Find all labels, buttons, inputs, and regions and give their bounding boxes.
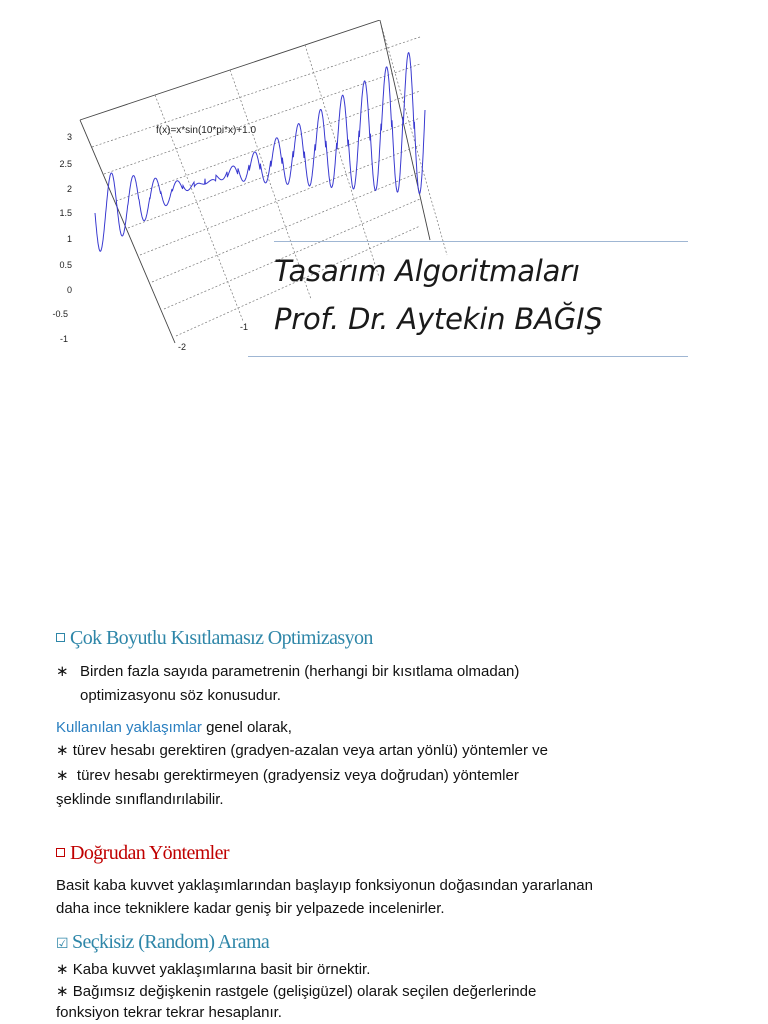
plot-formula: f(x)=x*sin(10*pi*x)+1.0 (156, 125, 257, 136)
asterisk-bullet-icon: ∗ (56, 663, 69, 680)
plot-grid-line (104, 64, 420, 174)
plot-x-tick-label: -1 (240, 322, 249, 332)
section2-para-line1: Basit kaba kuvvet yaklaşımlarından başlayıp fonksiyonun doğasından yararlanan (56, 877, 593, 894)
square-bullet-icon (56, 848, 65, 857)
section1-bullet-line1: Birden fazla sayıda parametrenin (herhangi bir kısıtlama olmadan) (80, 663, 520, 680)
section1-bullet (56, 662, 519, 682)
section3-item3: fonksiyon tekrar tekrar hesaplanır. (56, 1004, 282, 1021)
section1-item1: ∗ türev hesabı gerektiren (gradyen-azalan veya artan yönlü) yöntemler ve (56, 742, 549, 759)
square-bullet-icon (56, 633, 65, 642)
section-heading-random: ☑ Seçkisiz (Random) Arama (56, 931, 270, 953)
section3-item2: ∗ Bağımsız değişkenin rastgele (gelişigüzel) olarak seçilen değerlerinde (56, 983, 537, 1000)
intro-rest: genel olarak, (201, 719, 292, 736)
plot-x-tick-labels (178, 322, 248, 352)
section2-para-line2: daha ince tekniklere kadar geniş bir yelpazede incelenirler. (56, 900, 445, 917)
intro-highlight: Kullanılan yaklaşımlar (56, 719, 202, 736)
plot-y-tick-label: 0 (66, 285, 72, 295)
plot-y-tick-label: -1 (59, 334, 68, 344)
asterisk-bullet-icon: ∗ (56, 742, 69, 759)
plot-y-tick-label: 2 (66, 184, 72, 194)
plot-y-tick-label: 1.5 (59, 208, 72, 218)
plot-y-tick-label: 2.5 (59, 159, 72, 169)
section1-bullet-line2: optimizasyonu söz konusudur. (80, 687, 281, 704)
plot-grid-line (305, 45, 379, 277)
plot-y-tick-label: 3 (66, 132, 72, 142)
plot-grid (80, 20, 447, 343)
section-heading-unconstrained: Çok Boyutlu Kısıtlamasız Optimizasyon (56, 627, 373, 650)
section1-item2: ∗ türev hesabı gerektirmeyen (gradyensiz veya doğrudan) yöntemler (56, 767, 519, 784)
plot-x-tick-label: -2 (178, 342, 187, 352)
asterisk-bullet-icon: ∗ (56, 767, 69, 784)
section3-item1: ∗ Kaba kuvvet yaklaşımlarına basit bir örnektir. (56, 961, 371, 978)
title-line-1: Tasarım Algoritmaları (274, 254, 580, 288)
title-rule-bottom (248, 356, 688, 357)
plot-curve (95, 53, 425, 252)
asterisk-bullet-icon: ∗ (56, 983, 69, 1000)
plot-y-tick-label: 0.5 (59, 260, 72, 270)
checkbox-icon: ☑ (56, 937, 68, 952)
plot-grid-line (380, 20, 447, 255)
plot-grid-line (80, 120, 175, 343)
title-line-2: Prof. Dr. Aytekin BAĞIŞ (274, 302, 603, 336)
section-heading-direct: Doğrudan Yöntemler (56, 842, 229, 865)
plot-y-tick-label: 1 (66, 234, 72, 244)
section1-closing: şeklinde sınıflandırılabilir. (56, 791, 224, 808)
asterisk-bullet-icon: ∗ (56, 961, 69, 978)
plot-y-tick-label: -0.5 (52, 309, 68, 319)
plot-y-tick-labels (52, 132, 72, 344)
section1-intro (56, 718, 292, 738)
plot-grid-line (140, 145, 420, 255)
title-rule-top (274, 241, 688, 242)
